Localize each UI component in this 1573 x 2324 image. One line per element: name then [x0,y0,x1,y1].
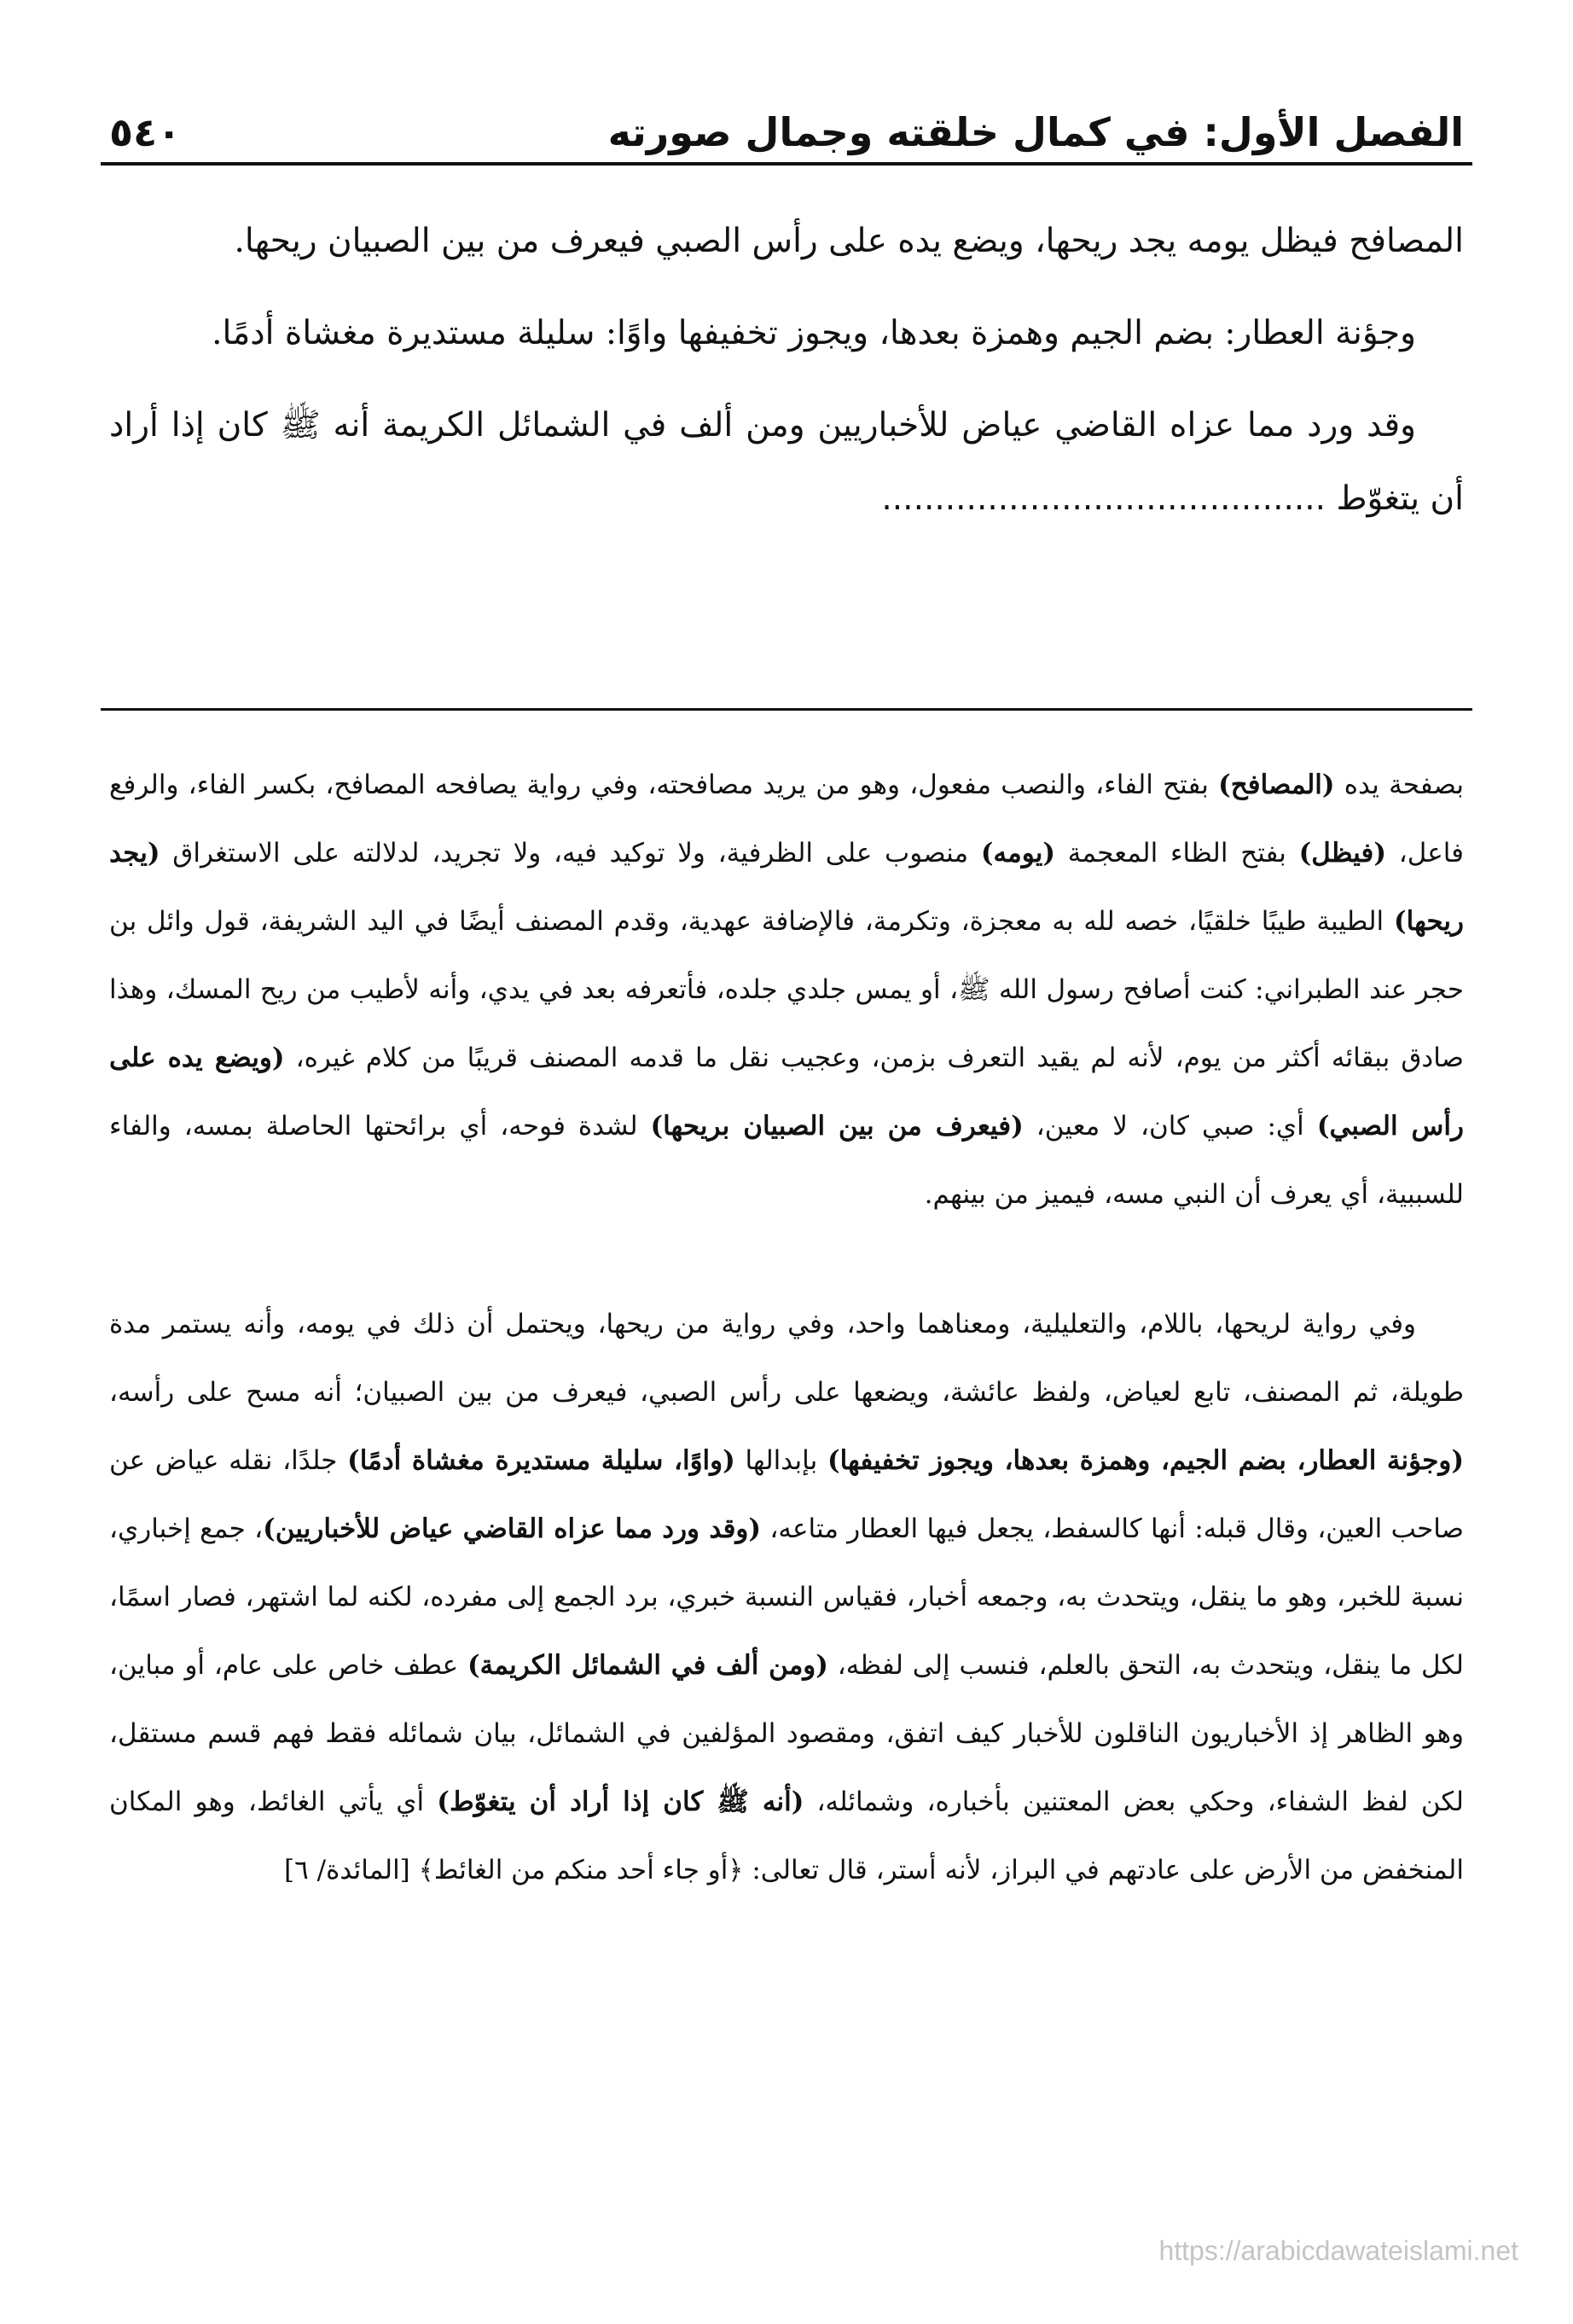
quoted-term: (واوًا، سليلة مستديرة مغشاة أدمًا) [347,1445,735,1476]
quoted-term: (المصافح) [1218,770,1335,800]
quoted-term: (أنه ﷺ كان إذا أراد أن يتغوّط) [437,1787,804,1817]
quoted-term: (يومه) [980,838,1056,869]
quoted-term: (فيظل) [1298,838,1387,869]
quoted-term: (وجؤنة العطار، بضم الجيم، وهمزة بعدها، ويجوز تخفيفها) [827,1445,1464,1476]
main-text [109,205,1464,536]
commentary-text: منصوب على الظرفية، ولا توكيد فيه، ولا تجريد، لدلالته على الاستغراق [160,838,981,869]
commentary-text: الطيبة طيبًا خلقيًا، خصه لله به معجزة، وتكرمة، فالإضافة عهدية، وقدم المصنف أيضًا في اليد الشريفة، قول وائل بن حجر عند الطبراني: كنت أصافح رسول الله ﷺ، أو يمس جلدي جلده، فأتعرفه بعد في يدي، وأنه لأطيب من ريح المسك، وهذا صادق ببقائه أكثر من يوم، لأنه لم يقيد التعرف بزمن، وعجيب نقل ما قدمه المصنف قريبًا من كلام غيره، [109,906,1464,1073]
quoted-term: (وقد ورد مما عزاه القاضي عياض للأخباريين) [263,1514,762,1544]
quoted-term: (يجد ريحها) [109,838,1464,937]
page-number: ٥٤٠ [109,109,182,155]
commentary-text: أي: صبي كان، لا معين، [1023,1111,1317,1142]
commentary-text: عطف خاص على عام، أو مباين، وهو الظاهر إذ الأخباريون الناقلون للأخبار كيف اتفق، ومقصود المؤلفين في الشمائل، بيان شمائله فقط فهم قسم مستقل، لكن لفظ الشفاء، وحكي بعض المعتنين بأخباره، وشمائله، [109,1650,1464,1817]
commentary-text: بإبدالها [734,1445,827,1476]
quoted-term: (ويضع يده على رأس الصبي) [109,1043,1464,1142]
chapter-title: الفصل الأول: في كمال خلقته وجمال صورته [607,109,1464,155]
watermark-url: https://arabicdawateislami.net [1158,2235,1518,2266]
commentary-text: ، جمع إخباري، نسبة للخبر، وهو ما ينقل، ويتحدث به، وجمعه أخبار، فقياس النسبة خبري، برد الجمع إلى مفرده، لكنه لما اشتهر، فصار اسمًا، لكل ما ينقل، ويتحدث به، التحق بالعلم، فنسب إلى لفظه، [109,1514,1465,1681]
commentary [109,751,1464,1904]
commentary-divider [101,708,1472,711]
quoted-term: (ومن ألف في الشمائل الكريمة) [467,1650,828,1681]
commentary-text: لشدة فوحه، أي برائحتها الحاصلة بمسه، والفاء للسببية، أي يعرف أن النبي مسه، فيميز من بينهم. [109,1111,1464,1210]
header-divider [101,162,1472,166]
commentary-text: بفتح الفاء، والنصب مفعول، وهو من يريد مصافحته، وفي رواية يصافحه المصافح، بكسر الفاء، والرفع فاعل، [109,770,1464,869]
commentary-text: بفتح الظاء المعجمة [1055,838,1299,869]
main-paragraph-3-text: وقد ورد مما عزاه القاضي عياض للأخباريين ومن ألف في الشمائل الكريمة أنه ﷺ كان إذا أراد أن يتغوّط [109,406,1464,518]
quoted-term: (فيعرف من بين الصبيان بريحها) [650,1111,1024,1142]
commentary-paragraph-1 [109,751,1464,1229]
page-header [109,84,1464,155]
commentary-paragraph-2 [109,1290,1464,1904]
commentary-text: جلدًا، نقله عياض عن صاحب العين، وقال قبله: أنها كالسفط، يجعل فيها العطار متاعه، [109,1445,1464,1544]
ellipsis-dots: .......................................... [881,479,1326,518]
commentary-text: أي يأتي الغائط، وهو المكان المنخفض من الأرض على عادتهم في البراز، لأنه أستر، قال تعالى: ﴿أو جاء أحد منكم من الغائط﴾ [المائدة/ ٦] [109,1787,1464,1885]
main-paragraph-1: المصافح فيظل يومه يجد ريحها، ويضع يده على رأس الصبي فيعرف من بين الصبيان ريحها. [234,222,1464,260]
main-paragraph-2: وجؤنة العطار: بضم الجيم وهمزة بعدها، ويجوز تخفيفها واوًا: سليلة مستديرة مغشاة أدمًا. [212,314,1416,352]
main-paragraph-3 [109,389,1464,536]
commentary-text: بصفحة يده [1334,770,1464,800]
commentary-text: وفي رواية لريحها، باللام، والتعليلية، ومعناهما واحد، وفي رواية من ريحها، ويحتمل أن ذلك في يومه، وأنه يستمر مدة طويلة، ثم المصنف، تابع لعياض، ولفظ عائشة، ويضعها على رأس الصبي، فيعرف من بين الصبيان؛ أنه مسح على رأسه، [109,1309,1464,1408]
